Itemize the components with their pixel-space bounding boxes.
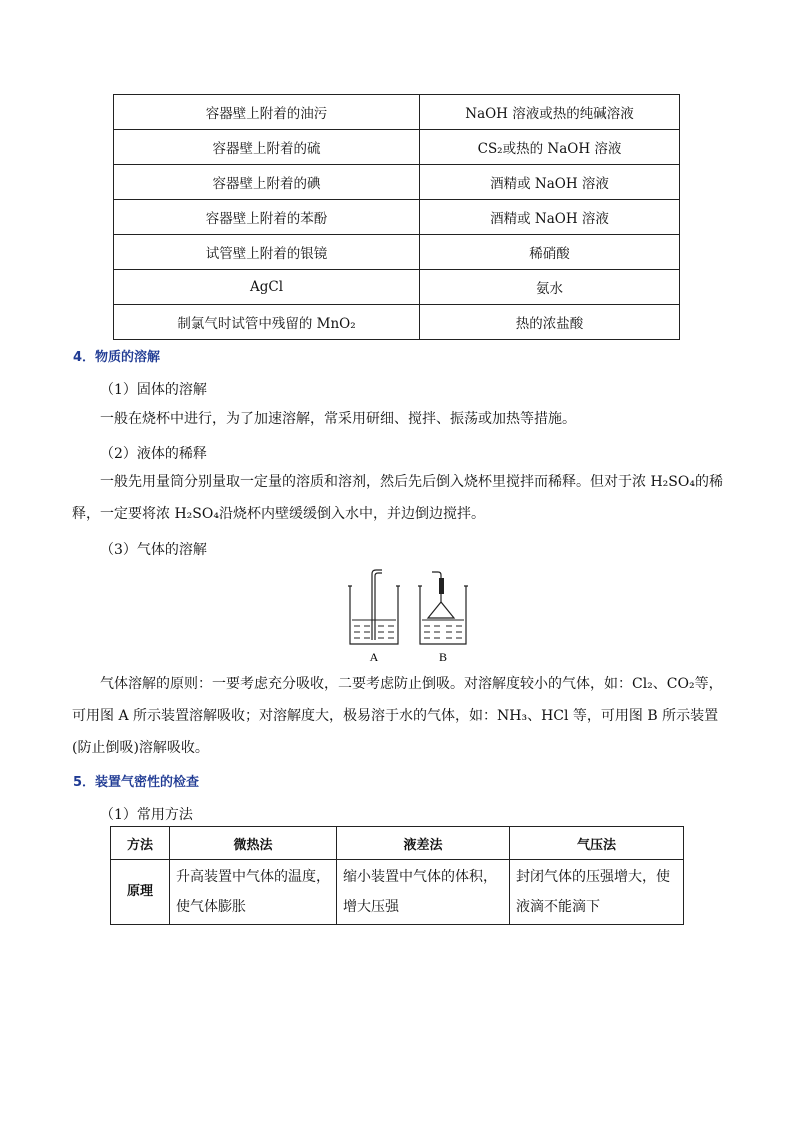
subheading: （2）液体的稀释 [100, 446, 207, 462]
section-heading: 5．装置气密性的检查 [73, 775, 200, 790]
figure-label-b: B [438, 650, 448, 664]
subheading: （1）常用方法 [100, 807, 193, 823]
table-row [114, 165, 680, 200]
liquid-dashes [352, 620, 396, 638]
table-header-cell: 液差法 [337, 827, 510, 860]
table-cell: 稀硝酸 [420, 235, 680, 270]
subheading: （3）气体的溶解 [100, 542, 207, 558]
gas-absorption-figure [340, 564, 470, 664]
cleaning-reagent-table [113, 94, 680, 340]
table-header-cell: 方法 [111, 827, 170, 860]
table-cell: 热的浓盐酸 [420, 305, 680, 340]
table-cell: AgCl [114, 270, 420, 305]
paragraph: 气体溶解的原则：一要考虑充分吸收，二要考虑防止倒吸。对溶解度较小的气体，如：Cl₂、CO₂等，可用图 A 所示装置溶解吸收；对溶解度大，极易溶于水的气体，如：NH₃、HCl 等，可用图 B 所示装置(防止倒吸)溶解吸收。 [72, 676, 723, 756]
table-row [114, 305, 680, 340]
section-heading: 4．物质的溶解 [73, 350, 161, 365]
table-cell: 试管壁上附着的银镜 [114, 235, 420, 270]
table-cell: 容器壁上附着的碘 [114, 165, 420, 200]
table-row [114, 235, 680, 270]
paragraph: 一般在烧杯中进行，为了加速溶解，常采用研细、搅拌、振荡或加热等措施。 [100, 411, 576, 427]
table-cell: 升高装置中气体的温度，使气体膨胀 [170, 860, 337, 925]
table-cell: 制氯气时试管中残留的 MnO₂ [114, 305, 420, 340]
table-row [114, 130, 680, 165]
table-cell: 酒精或 NaOH 溶液 [420, 165, 680, 200]
table-cell: 容器壁上附着的硫 [114, 130, 420, 165]
table-cell: 氨水 [420, 270, 680, 305]
table-header-cell: 微热法 [170, 827, 337, 860]
subheading: （1）固体的溶解 [100, 382, 207, 398]
table-cell: 容器壁上附着的油污 [114, 95, 420, 130]
table-row [114, 200, 680, 235]
table-cell: CS₂或热的 NaOH 溶液 [420, 130, 680, 165]
rubber-tube [439, 578, 444, 594]
table-row [111, 860, 684, 925]
table-cell: 缩小装置中气体的体积，增大压强 [337, 860, 510, 925]
table-cell: NaOH 溶液或热的纯碱溶液 [420, 95, 680, 130]
funnel [428, 602, 454, 618]
liquid-dashes [422, 620, 464, 638]
row-label: 原理 [111, 860, 170, 925]
table-cell: 容器壁上附着的苯酚 [114, 200, 420, 235]
table-header-cell: 气压法 [510, 827, 684, 860]
beaker-b [418, 572, 468, 644]
paragraph: 一般先用量筒分别量取一定量的溶质和溶剂，然后先后倒入烧杯里搅拌而稀释。但对于浓 H₂SO₄的稀释，一定要将浓 H₂SO₄沿烧杯内壁缓缓倒入水中，并边倒边搅拌。 [72, 474, 723, 522]
figure-label-a: A [369, 650, 379, 664]
airtightness-method-table [110, 826, 684, 925]
table-row [114, 270, 680, 305]
table-row [114, 95, 680, 130]
table-cell: 封闭气体的压强增大，使液滴不能滴下 [510, 860, 684, 925]
table-cell: 酒精或 NaOH 溶液 [420, 200, 680, 235]
table-header-row [111, 827, 684, 860]
beaker-a [348, 570, 400, 644]
